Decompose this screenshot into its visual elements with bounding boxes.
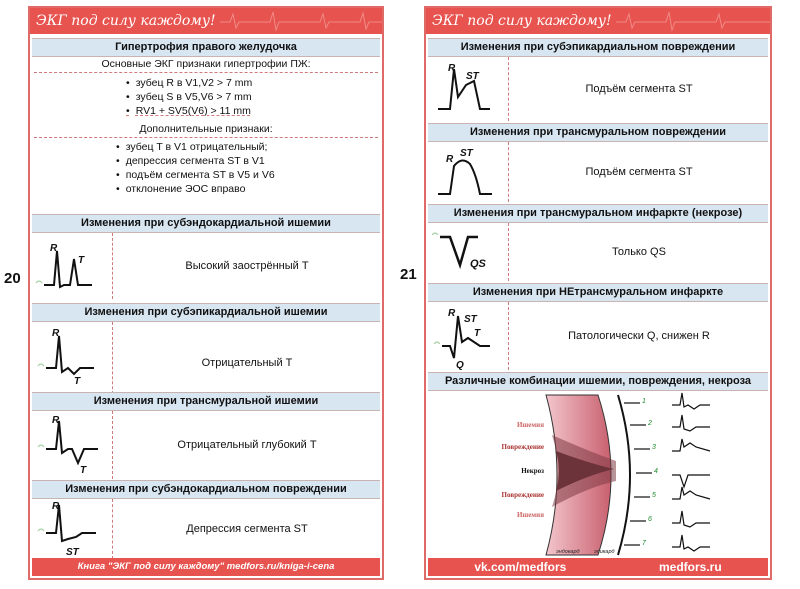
epicardium-label: эпикард	[594, 549, 615, 555]
left-card	[28, 6, 384, 580]
page-number-right: 21	[400, 266, 417, 283]
label-t: T	[474, 328, 481, 339]
label-st: ST	[66, 547, 79, 558]
ecg-monophasic	[428, 142, 509, 202]
section-row	[32, 233, 380, 299]
lead-number: 5	[652, 492, 656, 499]
label-r: R	[52, 415, 60, 426]
section-row	[428, 142, 768, 202]
right-card	[424, 6, 772, 580]
label-t: T	[74, 376, 81, 387]
section-desc: Отрицательный T	[201, 357, 293, 369]
lead-number: 1	[642, 398, 646, 405]
section-title: Изменения при трансмуральном повреждении	[428, 123, 768, 142]
header-title: ЭКГ под силу каждому!	[36, 13, 216, 29]
section-title: Изменения при НЕтрансмуральном инфаркте	[428, 283, 768, 302]
main-sign-item: • зубец R в V1,V2 > 7 mm	[126, 77, 252, 89]
section-title: Изменения при субэпикардиальной ишемии	[32, 303, 380, 322]
section-title: Изменения при субэндокардиальном повреждении	[32, 480, 380, 499]
label-r: R	[50, 243, 58, 254]
extra-sign-item: • отклонение ЭОС вправо	[116, 183, 245, 195]
main-sign-item: • RV1 + SV5(V6) > 11 mm	[126, 105, 251, 117]
section-desc: Подъём сегмента ST	[585, 166, 693, 178]
label-qs: QS	[470, 258, 486, 270]
section-desc: Только QS	[612, 246, 666, 258]
section-row	[428, 223, 768, 281]
page-number-left: 20	[4, 270, 21, 287]
section-row	[428, 57, 768, 121]
endocardium-label: эндокард	[556, 549, 580, 555]
lead-number: 4	[654, 468, 658, 475]
zone-label: Некроз	[521, 467, 544, 475]
label-r: R	[448, 63, 456, 74]
label-q: Q	[456, 360, 464, 370]
lead-number: 7	[642, 540, 646, 547]
section-row	[428, 302, 768, 370]
ecg-st-depression	[32, 499, 113, 559]
lead-number: 2	[648, 420, 652, 427]
extra-sign-item: • зубец T в V1 отрицательный;	[116, 141, 267, 153]
ecg-st-elevation	[428, 57, 509, 121]
zone-label: Ишемия	[516, 421, 544, 429]
section-row	[32, 411, 380, 479]
section-title: Изменения при субэндокардиальной ишемии	[32, 214, 380, 233]
section-desc: Патологически Q, снижен R	[568, 330, 710, 342]
label-st: ST	[466, 71, 479, 82]
label-st: ST	[464, 314, 477, 325]
section-row	[32, 499, 380, 559]
extra-sign-item: • депрессия сегмента ST в V1	[116, 155, 265, 167]
label-t: T	[80, 465, 87, 476]
section-desc: Подъём сегмента ST	[585, 83, 693, 95]
combo-title: Различные комбинации ишемии, повреждения, некроза	[428, 372, 768, 391]
section-desc: Высокий заострённый T	[185, 260, 309, 272]
ecg-tall-t	[32, 233, 113, 299]
site-link[interactable]: medfors.ru	[658, 560, 722, 574]
main-signs-heading: Основные ЭКГ признаки гипертрофии ПЖ:	[101, 58, 311, 70]
label-r: R	[448, 308, 456, 319]
header-title: ЭКГ под силу каждому!	[432, 13, 612, 29]
label-r: R	[52, 328, 60, 339]
zone-label: Ишемия	[516, 511, 544, 519]
divider	[34, 72, 378, 73]
ecg-deep-negative-t	[32, 411, 113, 479]
lead-number: 6	[648, 516, 652, 523]
label-r: R	[52, 501, 60, 512]
card-header	[30, 8, 382, 34]
zone-label: Повреждение	[501, 443, 544, 451]
divider	[34, 137, 378, 138]
vk-link[interactable]: vk.com/medfors	[474, 560, 567, 574]
section-desc: Отрицательный глубокий T	[177, 439, 317, 451]
label-st: ST	[460, 148, 473, 159]
lead-number: 3	[652, 444, 656, 451]
section-desc: Депрессия сегмента ST	[186, 523, 308, 535]
ecg-qs	[428, 223, 509, 281]
footer-links	[428, 558, 768, 576]
label-t: T	[78, 255, 85, 266]
combo-diagram	[428, 391, 768, 557]
section-title: Изменения при трансмуральном инфаркте (некрозе)	[428, 204, 768, 223]
label-r: R	[446, 154, 454, 165]
zone-label: Повреждение	[501, 491, 544, 499]
main-sign-item: • зубец S в V5,V6 > 7 mm	[126, 91, 252, 103]
extra-sign-item: • подъём сегмента ST в V5 и V6	[116, 169, 275, 181]
ecg-pathologic-q	[428, 302, 509, 370]
footer-book: Книга "ЭКГ под силу каждому" medfors.ru/kniga-i-cena	[32, 558, 380, 576]
section-title: Изменения при субэпикардиальном повреждении	[428, 38, 768, 57]
hypertrophy-title: Гипертрофия правого желудочка	[32, 38, 380, 57]
extra-signs-heading: Дополнительные признаки:	[139, 123, 273, 135]
section-title: Изменения при трансмуральной ишемии	[32, 392, 380, 411]
card-header	[426, 8, 770, 34]
